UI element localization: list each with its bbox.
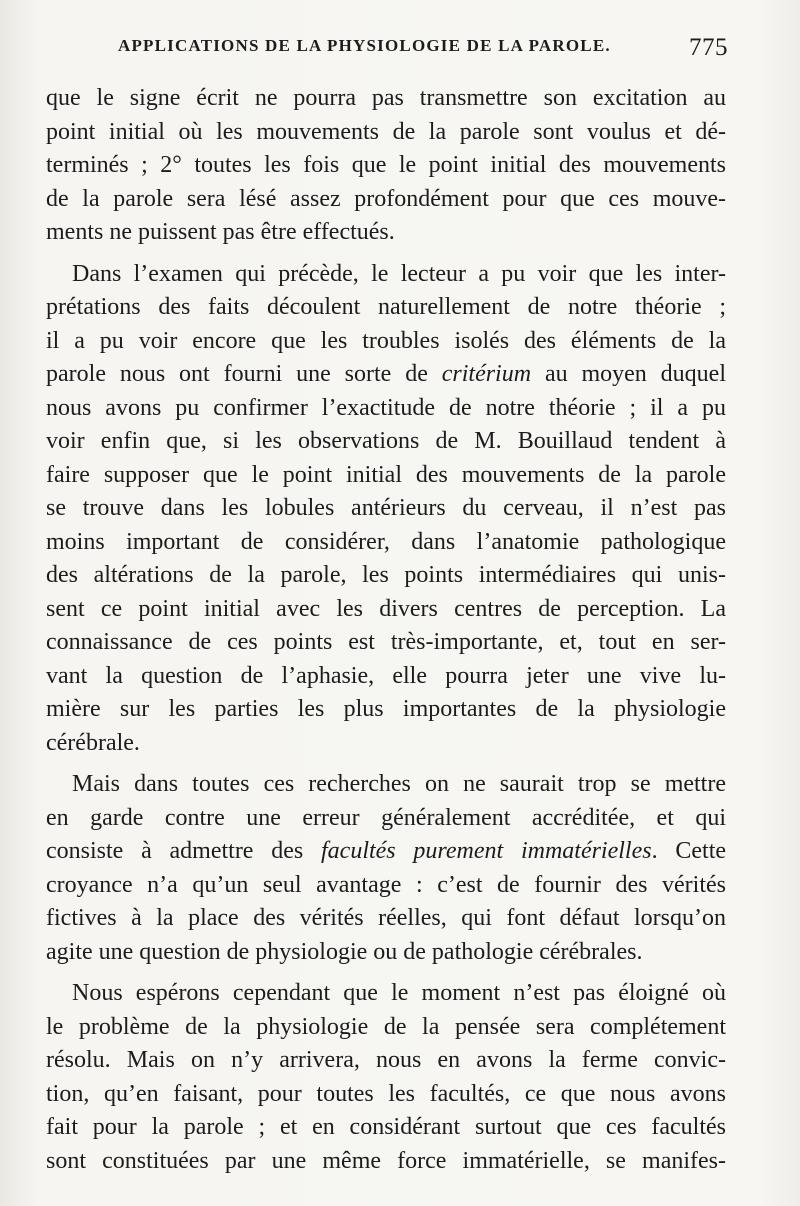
text-line: nous avons pu confirmer l’exactitude de notre théorie ; il a pu xyxy=(46,394,726,421)
text-line: agite une question de physiologie ou de pathologie cérébrales. xyxy=(46,938,643,965)
text-line: de la parole sera lésé assez profondément pour que ces mouve- xyxy=(46,185,726,212)
text-line: Nous espérons cependant que le moment n’est pas éloigné où xyxy=(72,980,726,1006)
text-line: en garde contre une erreur généralement accréditée, et qui xyxy=(46,804,726,831)
text-line: vant la question de l’aphasie, elle pourra jeter une vive lu- xyxy=(46,662,726,689)
text-line: fictives à la place des vérités réelles, qui font défaut lorsqu’on xyxy=(46,905,726,931)
text-line: fait pour la parole ; et en considérant surtout que ces facultés xyxy=(46,1114,726,1140)
text-line: le problème de la physiologie de la pensée sera complétement xyxy=(46,1013,726,1040)
text-line: Mais dans toutes ces recherches on ne saurait trop se mettre xyxy=(72,771,726,797)
text-line: que le signe écrit ne pourra pas transmettre son excitation au xyxy=(46,85,726,111)
paragraph-4 xyxy=(46,977,726,1178)
text-line: ments ne puissent pas être effectués. xyxy=(46,219,395,245)
page-number: 775 xyxy=(689,34,728,61)
text-line: connaissance de ces points est très-importante, et, tout en ser- xyxy=(46,629,726,655)
paragraph-3 xyxy=(46,768,726,969)
text-line: résolu. Mais on n’y arrivera, nous en avons la ferme convic- xyxy=(46,1047,726,1073)
body-text xyxy=(46,82,726,1178)
paragraph-gap xyxy=(46,760,726,768)
text-line: il a pu voir encore que les troubles isolés des éléments de la xyxy=(46,327,726,354)
italic-term: critérium xyxy=(441,361,532,387)
paragraph-gap xyxy=(46,250,726,258)
text-line: terminés ; 2° toutes les fois que le point initial des mouvements xyxy=(46,152,726,178)
text-line-with-italic: parole nous ont fourni une sorte de critérium au moyen duquel xyxy=(46,361,726,387)
text-line: mière sur les parties les plus importantes de la physiologie xyxy=(46,696,726,722)
text-line: voir enfin que, si les observations de M. Bouillaud tendent à xyxy=(46,428,726,454)
text-line: cérébrale. xyxy=(46,729,140,756)
page-header xyxy=(118,34,728,60)
paragraph-2 xyxy=(46,258,726,761)
running-head: APPLICATIONS DE LA PHYSIOLOGIE DE LA PAROLE. xyxy=(118,36,611,55)
text-line: sont constituées par une même force immatérielle, se manifes- xyxy=(46,1147,726,1174)
text-line: sent ce point initial avec les divers centres de perception. La xyxy=(46,595,726,622)
paragraph-1 xyxy=(46,82,726,250)
text-line: prétations des faits découlent naturellement de notre théorie ; xyxy=(46,294,726,320)
text-line: des altérations de la parole, les points intermédiaires qui unis- xyxy=(46,562,726,588)
italic-term: facultés purement immatérielles xyxy=(321,838,652,864)
text-line: faire supposer que le point initial des mouvements de la parole xyxy=(46,461,726,488)
paragraph-gap xyxy=(46,969,726,977)
text-line: tion, qu’en faisant, pour toutes les facultés, ce que nous avons xyxy=(46,1080,726,1107)
text-line-with-italic: consiste à admettre des facultés purement immatérielles. Cette xyxy=(46,838,727,864)
text-line: point initial où les mouvements de la parole sont voulus et dé- xyxy=(46,118,726,145)
text-line: moins important de considérer, dans l’anatomie pathologique xyxy=(46,528,726,555)
text-line: Dans l’examen qui précède, le lecteur a pu voir que les inter- xyxy=(72,260,726,287)
text-line: se trouve dans les lobules antérieurs du cerveau, il n’est pas xyxy=(46,495,726,521)
text-line: croyance n’a qu’un seul avantage : c’est de fournir des vérités xyxy=(46,871,726,898)
